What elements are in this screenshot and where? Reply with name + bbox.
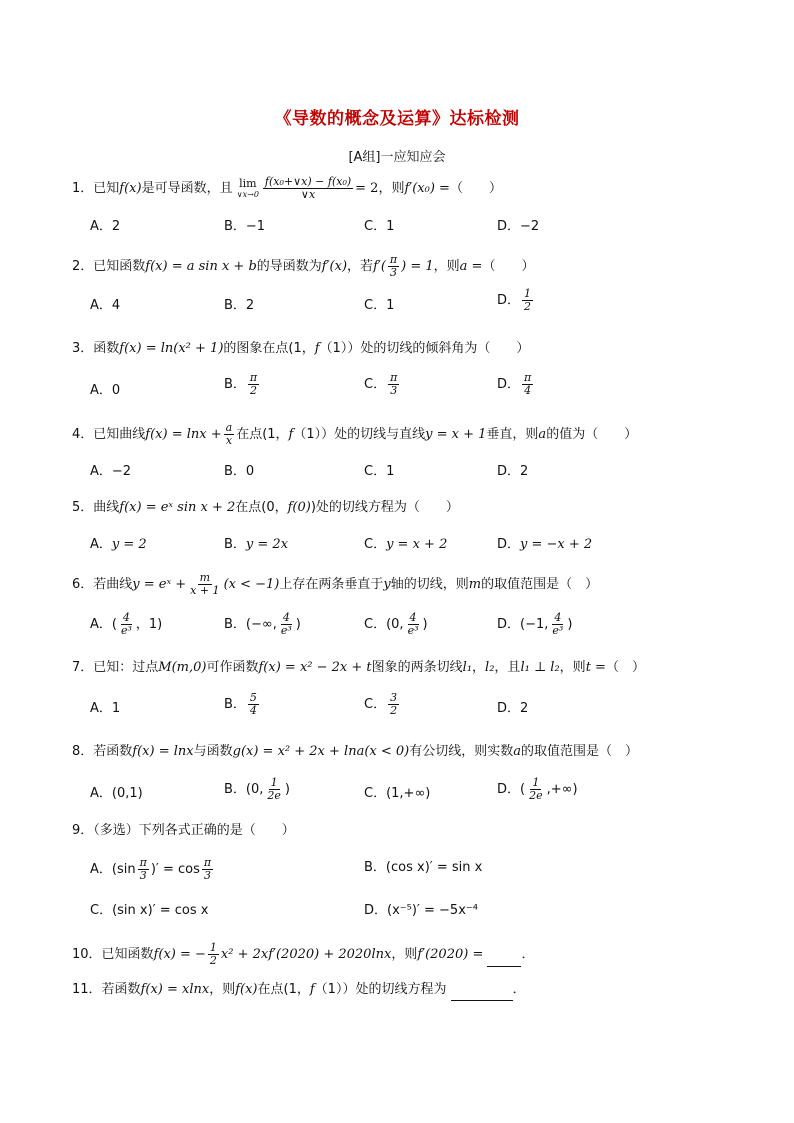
q2-option-b[interactable]: B．2 xyxy=(224,298,255,313)
q4-option-a[interactable]: A．−2 xyxy=(90,464,132,479)
q5-option-c[interactable]: C．y = x + 2 xyxy=(364,537,448,552)
limit-expr: lim ∨x→0 xyxy=(236,176,259,199)
q8-option-c[interactable]: C．(1,+∞) xyxy=(364,786,431,801)
q4-option-b[interactable]: B．0 xyxy=(224,464,255,479)
question-11: 11．若函数f(x) = xlnx，则f(x)在点(1，f（1））处的切线方程为 ． xyxy=(72,979,526,1001)
q3-option-a[interactable]: A．0 xyxy=(90,383,121,398)
question-2: 2．已知函数f(x) = a sin x + b的导函数为f′(x)，若f′( $\frac{\pi}{3}$ ) = 1，则a =（ ） xyxy=(72,253,535,279)
q2-option-c[interactable]: C．1 xyxy=(364,298,395,313)
q4-option-d[interactable]: D．2 xyxy=(497,464,529,479)
q8-option-b[interactable]: B．(0, $\frac{1}{2e}$ ) xyxy=(224,776,290,802)
q8-option-a[interactable]: A．(0,1) xyxy=(90,786,143,801)
page-title: 《导数的概念及运算》达标检测 xyxy=(274,109,520,129)
question-8: 8．若函数f(x) = lnx与函数g(x) = x² + 2x + lna(x < 0)有公切线，则实数a的取值范围是（ ） xyxy=(72,744,639,759)
q7-option-d[interactable]: D．2 xyxy=(497,701,529,716)
q6-option-a[interactable]: A．( $\frac{4}{\text{e³}}$ ，1) xyxy=(90,611,163,637)
question-3: 3．函数f(x) = ln(x² + 1)的图象在点(1，f（1））处的切线的倾斜角为（ ） xyxy=(72,341,530,356)
q1-option-c[interactable]: C．1 xyxy=(364,219,395,234)
question-1: 1．已知f(x)是可导函数，且 lim ∨x→0 $\frac{\text{f(x₀+∨x) − f(x₀)}}{\vee x}$ = 2，则f′(x₀) =（ ） xyxy=(72,175,502,201)
question-5: 5．曲线f(x) = eˣ sin x + 2在点(0，f(0))处的切线方程为（ ） xyxy=(72,500,459,515)
q2-option-a[interactable]: A．4 xyxy=(90,298,121,313)
answer-blank-10[interactable] xyxy=(487,952,521,967)
q7-option-b[interactable]: B． $\frac{5}{4}$ xyxy=(224,691,257,717)
q7-option-a[interactable]: A．1 xyxy=(90,701,121,716)
q9-option-c[interactable]: C．(sin x)′ = cos x xyxy=(90,903,209,918)
q6-option-c[interactable]: C．(0, $\frac{4}{\text{e³}}$ ) xyxy=(364,611,428,637)
q1-option-b[interactable]: B．−1 xyxy=(224,219,266,234)
question-7: 7．已知：过点M(m,0)可作函数f(x) = x² − 2x + t图象的两条切线l₁，l₂，且l₁ ⊥ l₂，则t =（ ） xyxy=(72,660,645,675)
difference-quotient: $\frac{\text{f(x₀+∨x) − f(x₀)}}{\vee x}$ xyxy=(264,175,352,201)
q3-option-c[interactable]: C． $\frac{\pi}{3}$ xyxy=(364,371,398,397)
q3-option-b[interactable]: B． $\frac{\pi}{2}$ xyxy=(224,371,258,397)
q3-option-d[interactable]: D． $\frac{\pi}{4}$ xyxy=(497,371,532,397)
q9-option-a[interactable]: A．(sin $\frac{\pi}{3}$ )′ = cos $\frac{\pi}{3}$ xyxy=(90,856,212,882)
q6-option-d[interactable]: D．(−1, $\frac{4}{\text{e³}}$ ) xyxy=(497,611,573,637)
q1-option-a[interactable]: A．2 xyxy=(90,219,121,234)
q9-option-d[interactable]: D．(x⁻⁵)′ = −5x⁻⁴ xyxy=(364,903,478,918)
q2-option-d[interactable]: D． $\frac{1}{2}$ xyxy=(497,287,532,313)
question-10: 10．已知函数f(x) = − $\frac{1}{2}$ x² + 2xf′(2020) + 2020lnx，则f′(2020) = ． xyxy=(72,941,535,967)
question-4: 4．已知曲线f(x) = lnx + $\frac{a}{x}$ 在点(1，f（1））处的切线与直线y = x + 1垂直，则a的值为（ ） xyxy=(72,421,638,447)
q5-option-a[interactable]: A．y = 2 xyxy=(90,537,147,552)
q8-option-d[interactable]: D．( $\frac{1}{2e}$ ,+∞) xyxy=(497,776,578,802)
q5-option-d[interactable]: D．y = −x + 2 xyxy=(497,537,593,552)
q7-option-c[interactable]: C． $\frac{3}{2}$ xyxy=(364,691,398,717)
q9-option-b[interactable]: B．(cos x)′ = sin x xyxy=(364,860,483,875)
answer-blank-11[interactable] xyxy=(451,986,513,1001)
question-9: 9．（多选）下列各式正确的是（ ） xyxy=(72,823,295,838)
section-subtitle: [A组]一应知应会 xyxy=(348,150,446,165)
q6-option-b[interactable]: B．(−∞, $\frac{4}{\text{e³}}$ ) xyxy=(224,611,301,637)
q5-option-b[interactable]: B．y = 2x xyxy=(224,537,289,552)
q4-option-c[interactable]: C．1 xyxy=(364,464,395,479)
question-6: 6．若曲线y = eˣ + $\frac{m}{x + 1}$ (x < −1)上存在两条垂直于y轴的切线，则m的取值范围是（ ） xyxy=(72,571,599,597)
q1-option-d[interactable]: D．−2 xyxy=(497,219,540,234)
